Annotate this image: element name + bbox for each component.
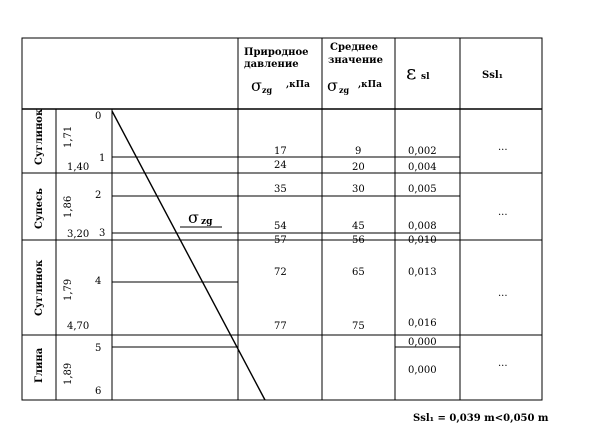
mean-value: 20 bbox=[352, 162, 365, 173]
layer-bottom-1: 1,40 bbox=[67, 162, 90, 173]
natural-value: 57 bbox=[274, 235, 287, 246]
natural-value: 24 bbox=[274, 160, 287, 171]
mean-value: 30 bbox=[352, 184, 365, 195]
settlement-cell: ... bbox=[498, 288, 508, 299]
natural-pressure-values bbox=[274, 146, 287, 332]
diagram-label-symbol: σ bbox=[188, 208, 199, 227]
layer-bottom-3: 4,70 bbox=[67, 321, 90, 332]
layer-name-3: Суглинок bbox=[34, 259, 45, 316]
layer-name-4: Глина bbox=[34, 347, 45, 383]
depth-mark-1: 1 bbox=[99, 153, 106, 164]
epsilon-value: 0,005 bbox=[408, 184, 437, 195]
mean-value: 65 bbox=[352, 267, 365, 278]
layer-name-1: Суглинок bbox=[34, 108, 45, 165]
epsilon-value: 0,016 bbox=[408, 318, 437, 329]
depth-mark-4: 4 bbox=[95, 276, 102, 287]
header-eps-sub: sl bbox=[421, 72, 430, 82]
header-mean-symbol: σ bbox=[327, 76, 338, 95]
depth-mark-0: 0 bbox=[95, 111, 102, 122]
epsilon-value: 0,010 bbox=[408, 235, 437, 246]
epsilon-values bbox=[408, 146, 437, 376]
mean-value: 45 bbox=[352, 221, 365, 232]
epsilon-value: 0,000 bbox=[408, 337, 437, 348]
natural-value: 35 bbox=[274, 184, 287, 195]
settlement-cell: ... bbox=[498, 142, 508, 153]
layer-density-3: 1,79 bbox=[63, 278, 74, 301]
epsilon-value: 0,002 bbox=[408, 146, 437, 157]
header-mean-2: значение bbox=[328, 55, 383, 66]
epsilon-value: 0,008 bbox=[408, 221, 437, 232]
header-mean-1: Среднее bbox=[330, 42, 379, 53]
header-settlement: Ssl₁ bbox=[482, 70, 504, 81]
layer-name-2: Супесь bbox=[34, 188, 45, 229]
settlement-cell: ... bbox=[498, 358, 508, 369]
natural-value: 77 bbox=[274, 321, 287, 332]
header-mean-sub: zg bbox=[339, 85, 350, 95]
depth-mark-5: 5 bbox=[95, 343, 102, 354]
layer-density-2: 1,86 bbox=[63, 195, 74, 218]
mean-pressure-values bbox=[352, 146, 365, 332]
natural-value: 72 bbox=[274, 267, 287, 278]
epsilon-value: 0,013 bbox=[408, 267, 437, 278]
layer-bottom-2: 3,20 bbox=[67, 229, 90, 240]
mean-value: 9 bbox=[355, 146, 362, 157]
settlement-cell: ... bbox=[498, 207, 508, 218]
natural-value: 17 bbox=[274, 146, 287, 157]
mean-value: 56 bbox=[352, 235, 365, 246]
layer-density-4: 1,89 bbox=[63, 362, 74, 385]
header-mean-unit: ,кПа bbox=[358, 80, 382, 90]
header-natural-symbol: σ bbox=[251, 76, 262, 95]
depth-mark-3: 3 bbox=[99, 228, 106, 239]
header-eps-symbol: ε bbox=[406, 60, 417, 84]
natural-value: 54 bbox=[274, 221, 287, 232]
depth-mark-2: 2 bbox=[95, 190, 102, 201]
pressure-diagram-line bbox=[112, 111, 265, 400]
header-natural-unit: ,кПа bbox=[286, 80, 310, 90]
depth-mark-6: 6 bbox=[95, 386, 102, 397]
header-natural-2: давление bbox=[244, 59, 299, 70]
settlement-result: Ssl₁ = 0,039 m<0,050 m bbox=[413, 413, 549, 424]
diagram-label-sub: zg bbox=[201, 217, 213, 227]
epsilon-value: 0,004 bbox=[408, 162, 437, 173]
epsilon-value: 0,000 bbox=[408, 365, 437, 376]
layer-density-1: 1,71 bbox=[63, 125, 74, 148]
mean-value: 75 bbox=[352, 321, 365, 332]
header-natural-1: Природное bbox=[244, 47, 309, 58]
header-natural-sub: zg bbox=[262, 85, 273, 95]
